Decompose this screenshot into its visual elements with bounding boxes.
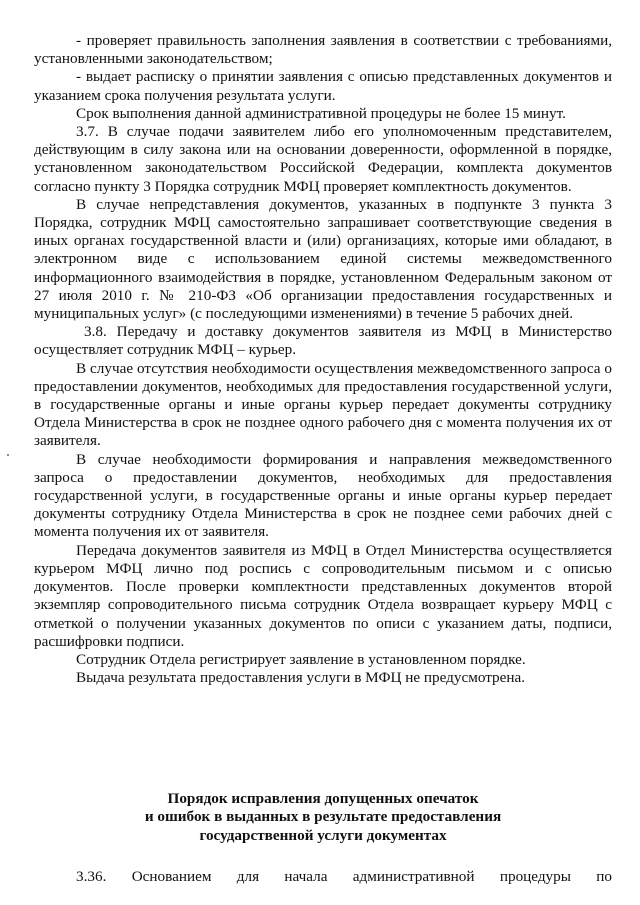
paragraph-transfer-documents: Передача документов заявителя из МФЦ в Отдел Министерства осуществляется курьером МФЦ лично под роспись с сопроводительным письмом и с описью документов. После проверки комплектности представленных документов второй экземпляр сопроводительного письма сотрудник Отдела возвращает курьеру МФЦ с отметкой о получении указанных документов по описи с указанием даты, подписи, расшифровки подписи. (34, 541, 612, 650)
paragraph-3-36-start: 3.36. Основанием для начала административной процедуры по (76, 868, 612, 885)
paragraph-interagency-request: В случае необходимости формирования и направления межведомственного запроса о предоставлении документов, необходимых для предоставления государственной услуги, в государственные органы и иные органы курьер передает документы сотруднику Отдела Министерства в срок не позднее семи рабочих дней с момента получения их от заявителя. (34, 450, 612, 541)
section-heading (34, 790, 612, 845)
section-heading-line-2: и ошибок в выданных в результате предоставления (144, 808, 502, 826)
paragraph-non-submission: В случае непредставления документов, указанных в подпункте 3 пункта 3 Порядка, сотрудник МФЦ самостоятельно запрашивает соответствующие сведения в иных органах государственной власти и (или) организациях, которые ими обладают, в электронном виде с использованием единой системы межведомственного информационного взаимодействия в порядке, установленном Федеральным законом от 27 июля 2010 г. № 210-ФЗ «Об организации предоставления государственных и муниципальных услуг» (с последующими изменениями) в течение 5 рабочих дней. (34, 195, 612, 323)
paragraph-no-interagency-request: В случае отсутствия необходимости осуществления межведомственного запроса о предоставлении документов, необходимых для предоставления государственной услуги, в государственные органы и иные органы курьер передает документы сотруднику Отдела Министерства в срок не позднее одного рабочего дня с момента получения их от заявителя. (34, 359, 612, 450)
document-body (34, 32, 612, 687)
paragraph-registration: Сотрудник Отдела регистрирует заявление в установленном порядке. (76, 650, 526, 668)
paragraph-3-7: 3.7. В случае подачи заявителем либо его уполномоченным представителем, действующим в силу закона или на основании доверенности, оформленной в порядке, установленном законодательством Российской Федерации, комплекта документов согласно пункту 3 Порядка сотрудник МФЦ проверяет комплектность документов. (34, 123, 612, 195)
scan-speck (7, 454, 9, 456)
paragraph-issue-receipt: - выдает расписку о принятии заявления с описью представленных документов и указанием срока получения результата услуги. (34, 68, 612, 104)
paragraph-no-result-in-mfc: Выдача результата предоставления услуги в МФЦ не предусмотрена. (76, 669, 526, 687)
paragraph-duration: Срок выполнения данной административной процедуры не более 15 минут. (76, 104, 566, 122)
section-heading-line-3: государственной услуги документах (199, 826, 447, 844)
paragraph-check-filling: - проверяет правильность заполнения заявления в соответствии с требованиями, установленными законодательством; (34, 32, 612, 68)
section-heading-line-1: Порядок исправления допущенных опечаток (167, 790, 479, 807)
paragraph-3-8: 3.8. Передачу и доставку документов заявителя из МФЦ в Министерство осуществляет сотрудник МФЦ – курьер. (34, 323, 612, 359)
